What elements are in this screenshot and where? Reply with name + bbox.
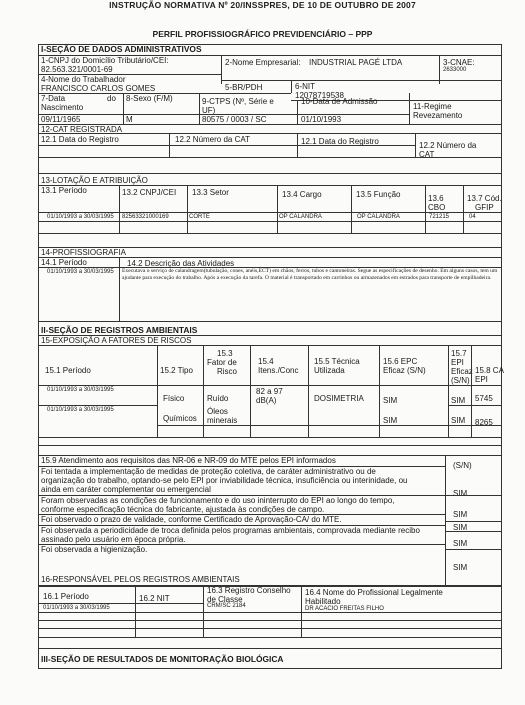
risk-row-1-itens-a: 82 a 97 — [256, 387, 283, 396]
req-3-line-a: Foi observado o prazo de validade, conforme Certificado de Aprovação-CA/ do MTE. — [41, 515, 342, 524]
col-15-5-tecnica-a: 15.5 Técnica — [314, 357, 360, 366]
col-15-6-epc-b: Eficaz (S/N) — [383, 366, 426, 375]
req-1-line-c: ainda em caráter complementar ou emergencial — [41, 485, 211, 494]
normative-instruction-header: INSTRUÇÃO NORMATIVA Nº 20/INSSPRES, DE 10 DE OUTUBRO DE 2007 — [109, 0, 416, 10]
lotacao-cbo-value: 721215 — [429, 214, 450, 220]
section-15-9-sn: (S/N) — [453, 461, 472, 470]
col-14-2-description: 14.2 Descrição das Atividades — [127, 259, 235, 268]
col-15-4-itens-b: Itens./Conc — [258, 366, 299, 375]
ctps-label-a: 9-CTPS (Nº, Série e — [202, 97, 274, 106]
col-15-4-itens-a: 15.4 — [258, 357, 274, 366]
col-16-3-registro-b: de Classe — [207, 595, 243, 604]
col-15-3-fator-b: Fator de — [207, 358, 237, 367]
risk-row-2-ca: 8265 — [475, 418, 493, 427]
col-15-7-epi-b: EPI — [451, 358, 464, 367]
col-13-4-cargo: 13.4 Cargo — [282, 190, 322, 199]
birth-label-a: 7-Data — [41, 94, 66, 103]
req-3-value: SIM — [453, 523, 468, 532]
req-4-line-b: assinado pelo usuário em época própria. — [41, 535, 186, 544]
cat-number-label: 12.2 Número da CAT — [175, 135, 250, 144]
risk-row-2-fator-b: minerais — [207, 416, 238, 425]
col-15-5-tecnica-b: Utilizada — [314, 366, 345, 375]
section-biological-title: III-SEÇÃO DE RESULTADOS DE MONITORAÇÃO BIOLÓGICA — [41, 654, 284, 664]
cat-registration-date-label: 12.1 Data do Registro — [41, 135, 119, 144]
responsible-period-value: 01/10/1993 a 30/03/1995 — [43, 605, 110, 611]
risk-row-1-itens-b: dB(A) — [256, 396, 277, 405]
nit-label: 6-NIT — [295, 82, 315, 91]
worker-name-value: FRANCISCO CARLOS GOMES — [41, 84, 156, 93]
document-title: PERFIL PROFISSIOGRÁFICO PREVIDENCIÁRIO – PPP — [152, 29, 373, 39]
risk-row-1-fator: Ruído — [207, 394, 229, 403]
lotacao-funcao-value: OP CALANDRA — [357, 214, 400, 220]
brpdh-label: 5-BR/PDH — [225, 83, 263, 92]
col-13-5-funcao: 13.5 Função — [356, 190, 401, 199]
risk-row-1-epi: SIM — [451, 396, 466, 405]
section-14-title: 14-PROFISSIOGRAFIA — [41, 248, 126, 257]
req-1-line-b: organização do trabalho, optando-se pelo EPI por inviabilidade técnica, insuficiência ou interinidade, ou — [41, 476, 408, 485]
birth-date-value: 09/11/1965 — [41, 115, 81, 124]
col-16-1-period: 16.1 Período — [43, 592, 89, 601]
col-13-7-gfip-b: GFIP — [475, 203, 494, 212]
col-15-3-fator-a: 15.3 — [217, 349, 233, 358]
req-1-line-a: Foi tentada a implementação de medidas de proteção coletiva, de caráter administrativo ou de — [41, 467, 376, 476]
sex-value: M — [126, 115, 133, 124]
col-13-6-cbo-b: CBO — [428, 203, 446, 212]
admission-label: 10-Data de Admissão — [301, 97, 378, 106]
lotacao-cnpj-value: 82563321000169 — [122, 214, 169, 220]
cnpj-value: 82.563.321/0001-69 — [41, 65, 113, 74]
req-5-line-a: Foi observada a higienização. — [41, 545, 148, 554]
risk-row-1-epc: SIM — [383, 396, 398, 405]
col-15-6-epc-a: 15.6 EPC — [383, 357, 418, 366]
col-15-7-epi-c: Eficaz — [451, 367, 473, 376]
col-15-3-fator-c: Risco — [217, 367, 238, 376]
form-table — [38, 44, 502, 669]
company-name-value: INDUSTRIAL PAGÉ LTDA — [309, 58, 403, 67]
activity-description: Executava o serviço de calandragem(tubulação, cones, anéis,ECT) em chãos, ferros, tubos e cantoneiras. Segue as especificações de desenho. Em alguns casos, tem um ajudante para execução do trabalho. Após a execução da tarefa. O material é transportado em carrinhos ou armazenados em estrados para transporte de empilhadeira. — [122, 268, 498, 281]
lotacao-gfip-value: 04 — [469, 214, 476, 220]
ctps-value: 80575 / 0003 / SC — [202, 115, 267, 124]
responsible-name-value: DR ACACIO FREITAS FILHO — [305, 606, 384, 612]
cat-registration-date-label-2: 12.1 Data do Registro — [301, 137, 379, 146]
col-13-1-period: 13.1 Período — [41, 186, 87, 195]
profissiografia-period-value: 01/10/1993 a 30/03/1995 — [47, 269, 114, 275]
col-16-2-nit: 16.2 NIT — [139, 594, 170, 603]
col-16-4-nome-b: Habilitado — [305, 597, 341, 606]
lotacao-setor-value: CORTE — [189, 214, 210, 220]
col-16-4-nome-a: 16.4 Nome do Profissional Legalmente — [305, 588, 443, 597]
responsible-registration-value: CRM/SC 2184 — [207, 603, 246, 609]
lotacao-period-value: 01/10/1993 a 30/03/1995 — [47, 214, 114, 220]
lotacao-cargo-value: OP CALANDRA — [279, 214, 322, 220]
col-14-1-period: 14.1 Período — [41, 258, 87, 267]
section-environmental-title: II-SEÇÃO DE REGISTROS AMBIENTAIS — [41, 325, 198, 335]
cat-title: 12-CAT REGISTRADA — [41, 125, 123, 134]
req-1-value: SIM — [453, 489, 468, 498]
col-15-1-period: 15.1 Período — [45, 366, 91, 375]
worker-name-label: 4-Nome do Trabalhador — [41, 75, 126, 84]
req-2-line-b: conforme especificação técnica do fabricante, ajustada às condições de campo. — [41, 505, 325, 514]
admission-date-value: 01/10/1993 — [301, 115, 342, 124]
risk-row-2-fator-a: Óleos — [207, 407, 228, 416]
col-15-7-epi-a: 15.7 — [451, 349, 467, 358]
col-13-6-cbo-a: 13.6 — [428, 194, 444, 203]
req-4-value: SIM — [453, 539, 468, 548]
company-name-label: 2-Nome Empresarial: — [225, 58, 301, 67]
cat-number-label-2b: CAT — [419, 150, 435, 159]
risk-row-1-tecnica: DOSIMETRIA — [314, 394, 364, 403]
risk-row-2-period: 01/10/1993 a 30/03/1995 — [47, 407, 114, 413]
regime-label-a: 11-Regime — [413, 102, 452, 111]
req-2-value: SIM — [453, 510, 468, 519]
ctps-label-b: UF) — [202, 106, 216, 115]
sex-label: 8-Sexo (F/M) — [126, 94, 173, 103]
risk-row-1-tipo: Físico — [163, 394, 185, 403]
col-13-3-setor: 13.3 Setor — [192, 188, 229, 197]
cnae-value: 2633000 — [443, 67, 467, 73]
cat-number-label-2a: 12.2 Número da — [419, 141, 477, 150]
birth-label-b: do — [107, 94, 116, 103]
req-2-line-a: Foram observadas as condições de funcionamento e do uso ininterrupto do EPI ao longo do tempo, — [41, 496, 395, 505]
risk-row-1-period: 01/10/1993 a 30/03/1995 — [47, 387, 114, 393]
col-13-7-gfip-a: 13.7 Cód. — [467, 194, 502, 203]
req-4-line-a: Foi observada a periodicidade de troca definida pelos programas ambientais, comprovada mediante recibo — [41, 526, 420, 535]
section-admin-title: I-SEÇÃO DE DADOS ADMINISTRATIVOS — [41, 44, 202, 54]
nit-value: 12078719538 — [295, 91, 344, 100]
col-13-2-cnpj: 13.2 CNPJ/CEI — [122, 188, 177, 197]
risk-row-2-epi: SIM — [451, 416, 466, 425]
regime-label-b: Revezamento — [413, 111, 463, 120]
section-15-9-title: 15.9 Atendimento aos requisitos das NR-06 e NR-09 do MTE pelos EPI informados — [41, 456, 336, 465]
risk-row-1-ca: 5745 — [475, 394, 493, 403]
risk-row-2-epc: SIM — [383, 416, 398, 425]
cnpj-label: 1-CNPJ do Domicílio Tributário/CEI: — [41, 56, 169, 65]
section-15-title: 15-EXPOSIÇÃO A FATORES DE RISCOS — [41, 336, 192, 345]
section-16-title: 16-RESPONSÁVEL PELOS REGISTROS AMBIENTAIS — [41, 575, 240, 584]
cnae-label: 3-CNAE: — [443, 58, 475, 67]
col-16-3-registro-a: 16.3 Registro Conselho — [207, 586, 291, 595]
col-15-2-tipo: 15.2 Tipo — [160, 366, 193, 375]
col-15-8-ca-a: 15.8 CA — [475, 366, 504, 375]
section-13-title: 13-LOTAÇÃO E ATRIBUIÇÃO — [41, 176, 148, 185]
birth-label-c: Nascimento — [41, 103, 84, 112]
col-15-8-ca-b: EPI — [475, 375, 488, 384]
col-15-7-epi-d: (S/N) — [451, 376, 470, 385]
risk-row-2-tipo: Químicos — [163, 414, 197, 423]
req-5-value: SIM — [453, 563, 468, 572]
